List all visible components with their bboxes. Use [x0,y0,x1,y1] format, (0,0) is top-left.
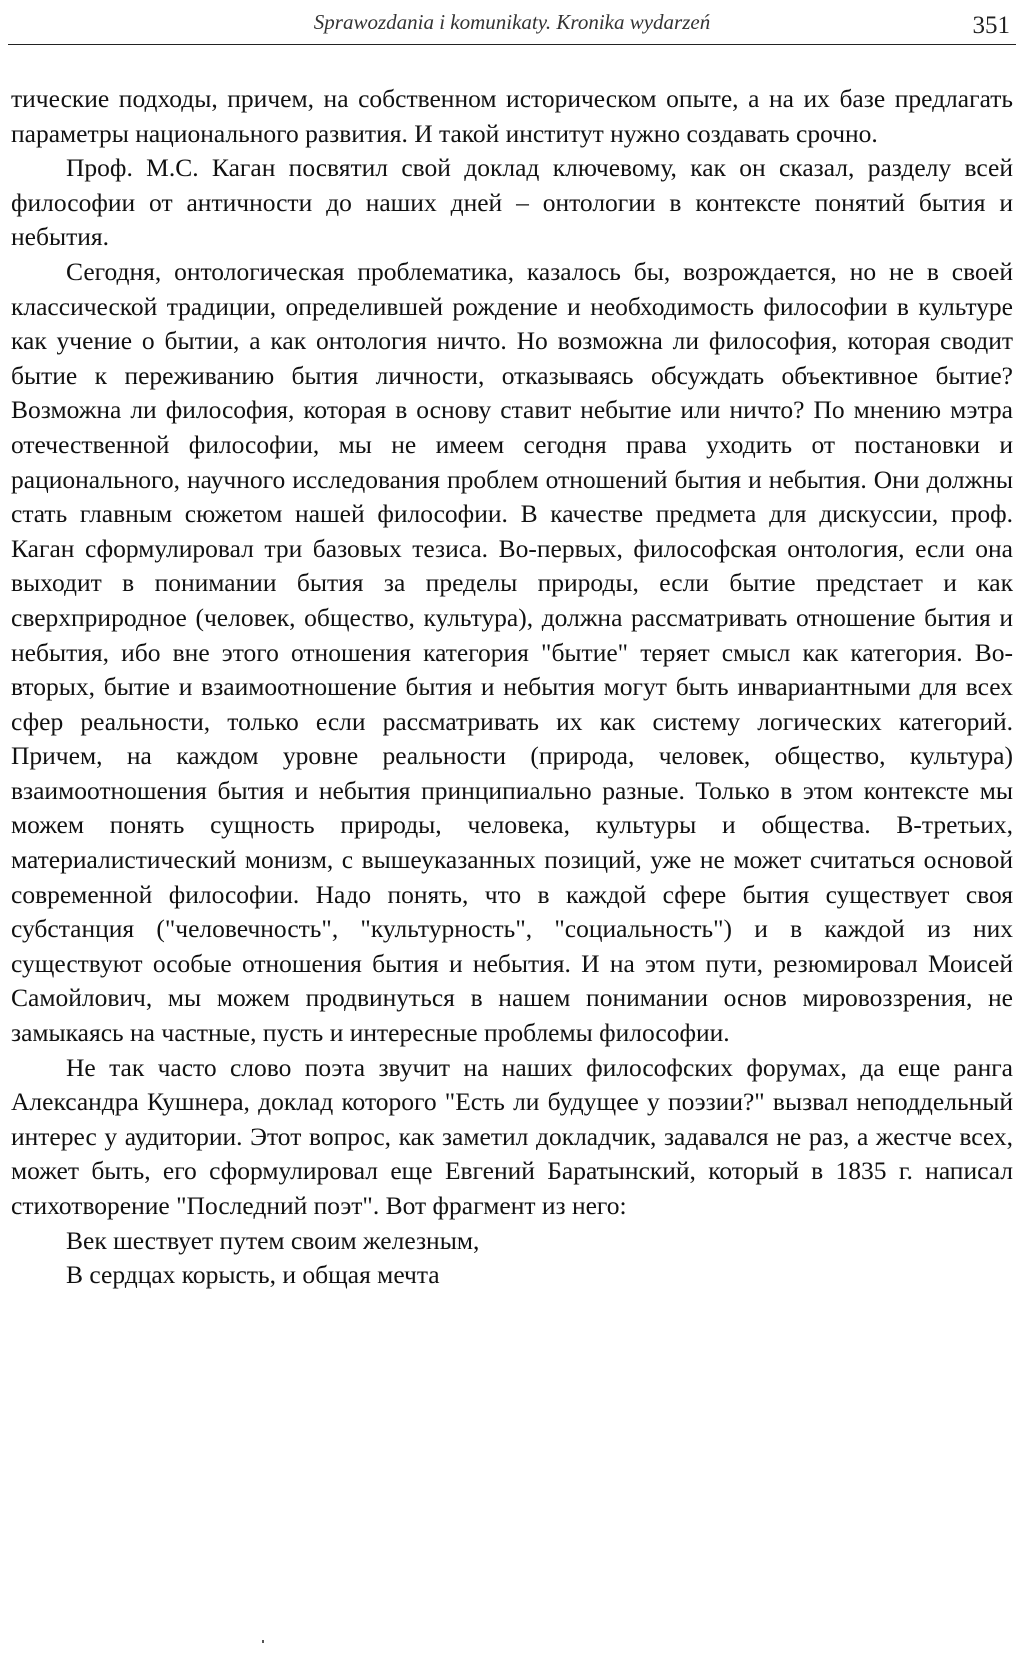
verse-line: Век шествует путем своим железным, [66,1225,480,1255]
verse-quote [11,1224,1013,1293]
running-header [8,4,1016,45]
paragraph-kagan-intro: Проф. М.С. Каган посвятил свой доклад ключевому, как он сказал, разделу всей философии от античности до наших дней – онтологии в контексте понятий бытия и небытия. [11,153,1013,252]
page-number: 351 [972,12,1010,39]
verse-line: В сердцах корысть, и общая мечта [66,1260,440,1290]
body-text [11,82,1013,1293]
paragraph-ontology: Сегодня, онтологическая проблематика, казалось бы, возрождается, но не в своей классической традиции, определившей рождение и необходимость философии в культуре как учение о бытии, а как онтология ничто. Но возможна ли философия, которая сводит бытие к переживанию бытия личности, отказываясь обсуждать объективное бытие? Возможна ли философия, которая в основу ставит небытие или ничто? По мнению мэтра отечественной философии, мы не имеем сегодня права уходить от постановки и рационального, научного исследования проблем отношений бытия и небытия. Они должны стать главным сюжетом нашей философии. В качестве предмета для дискуссии, проф. Каган сформулировал три базовых тезиса. Во-первых, философская онтология, если она выходит в понимании бытия за пределы природы, если бытие предстает и как сверхприродное (человек, общество, культура), должна рассматривать отношение бытия и небытия, ибо вне этого отношения категория "бытие" теряет смысл как категория. Во-вторых, бытие и взаимоотношение бытия и небытия могут быть инвариантными для всех сфер реальности, только если рассматривать их как систему логических категорий. Причем, на каждом уровне реальности (природа, человек, общество, культура) взаимоотношения бытия и небытия принципиально разные. Только в этом контексте мы можем понять сущность природы, человека, культуры и общества. В-третьих, материалистический монизм, с вышеуказанных позиций, уже не может считаться основой современной философии. Надо понять, что в каждой сфере бытия существует своя субстанция ("человечность", "культурность", "социальность") и в каждой из них существуют особые отношения бытия и небытия. И на этом пути, резюмировал Моисей Самойлович, мы можем продвинуться в нашем понимании основ мировоззрения, не замыкаясь на частные, пусть и интересные проблемы философии. [11,256,1013,1048]
paragraph-kushner: Не так часто слово поэта звучит на наших философских форумах, да еще ранга Александра Кушнера, доклад которого "Есть ли будущее у поэзии?" вызвал неподдельный интерес у аудитории. Этот вопрос, как заметил докладчик, задавался не раз, а жестче всех, может быть, его сформулировал еще Евгений Баратынский, который в 1835 г. написал стихотворение "Последний поэт". Вот фрагмент из него: [11,1052,1013,1220]
paragraph-continued: тические подходы, причем, на собственном историческом опыте, а на их базе предлагать параметры национального развития. И такой институт нужно создавать срочно. [11,84,1013,148]
running-title: Sprawozdania i komunikaty. Kronika wydarzeń [313,10,711,34]
scan-speck [262,1640,264,1643]
